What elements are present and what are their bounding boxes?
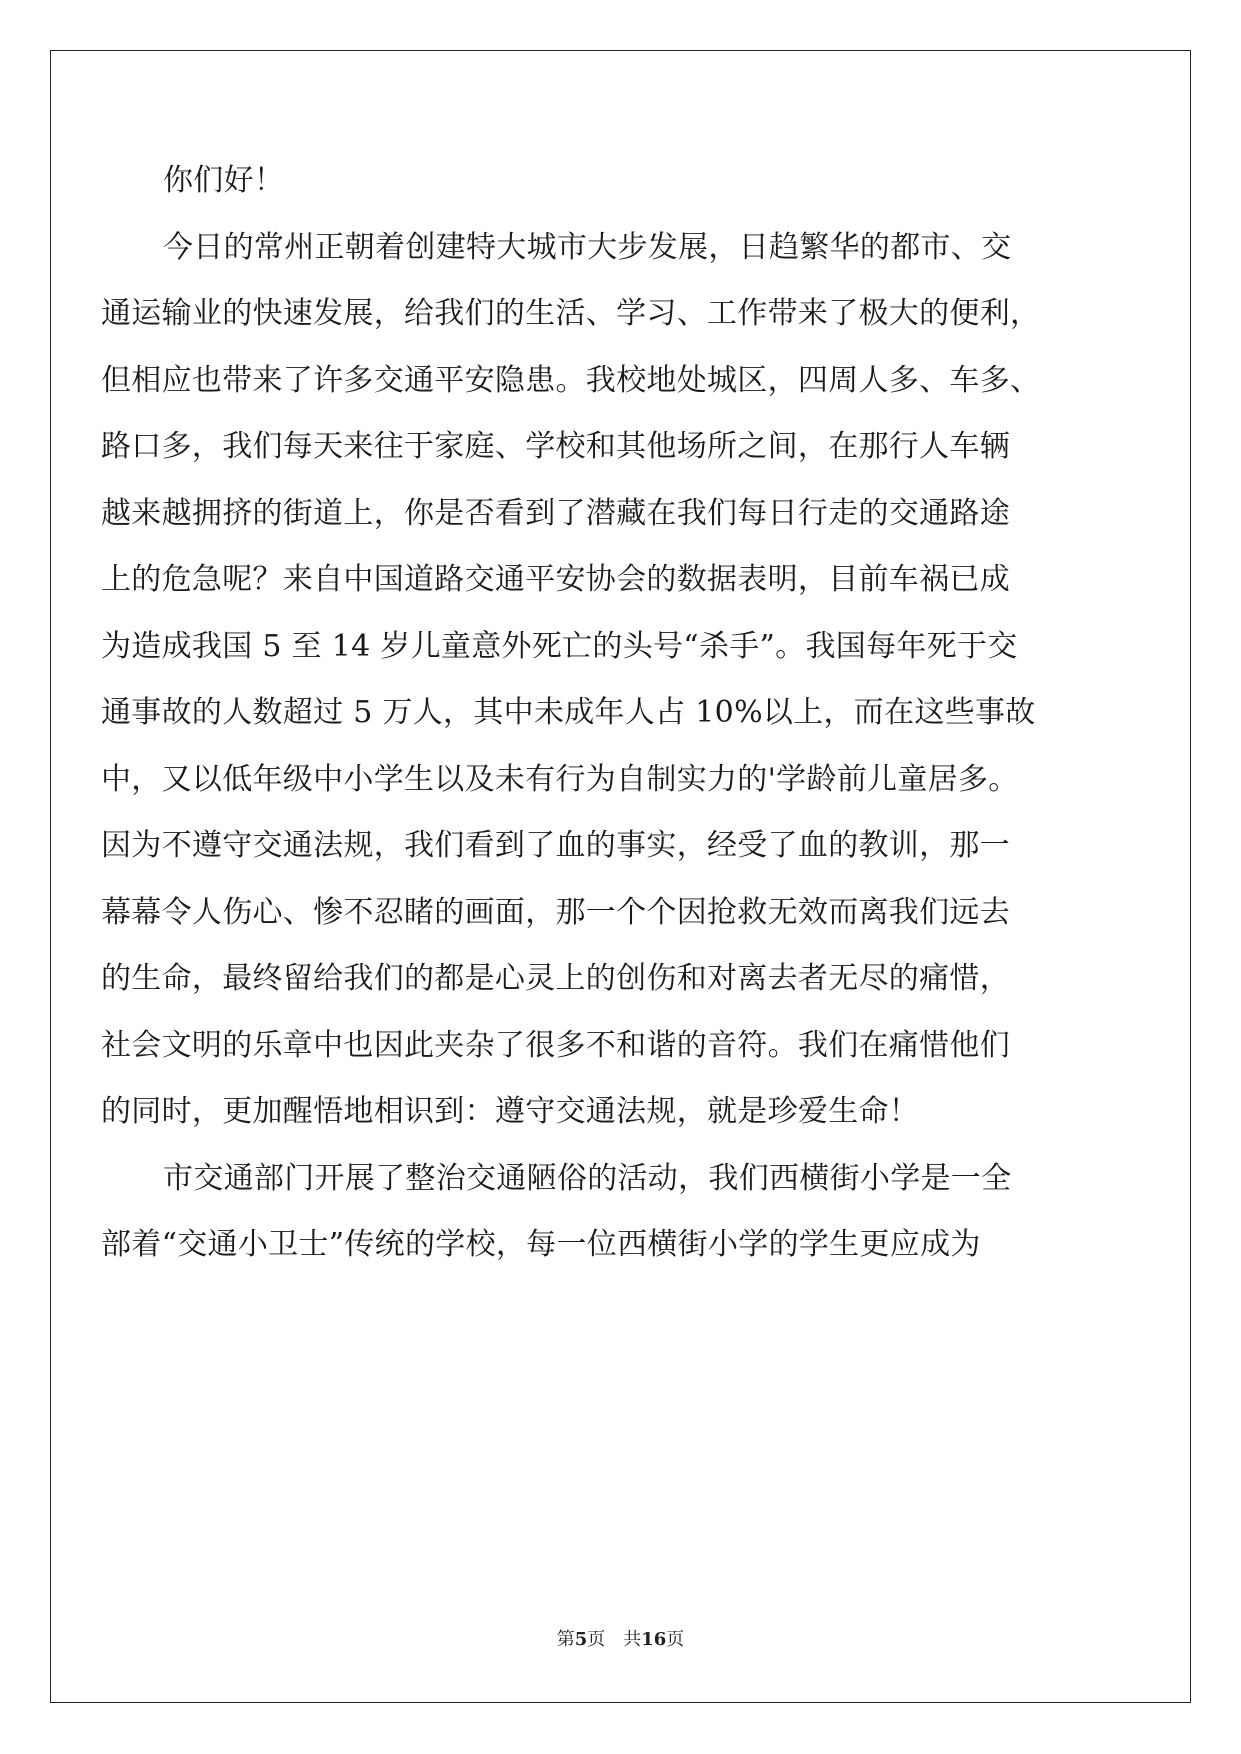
page-footer <box>0 1625 1241 1651</box>
current-page-number: 5 <box>574 1629 588 1650</box>
text-line: 上的危急呢？来自中国道路交通平安协会的数据表明，目前车祸已成 <box>101 562 1010 597</box>
text-line: 路口多，我们每天来往于家庭、学校和其他场所之间，在那行人车辆 <box>101 429 1010 464</box>
text-line: 中，又以低年级中小学生以及未有行为自制实力的'学龄前儿童居多。 <box>101 761 1019 797</box>
text-line: 的同时，更加醒悟地相识到：遵守交通法规，就是珍爱生命！ <box>101 1094 920 1129</box>
total-pages-number: 16 <box>641 1629 667 1650</box>
footer-prefix: 第 <box>556 1629 575 1650</box>
text-line: 今日的常州正朝着创建特大城市大步发展，日趋繁华的都市、交 <box>163 229 1012 265</box>
text-line: 市交通部门开展了整治交通陋俗的活动，我们西横街小学是一全 <box>163 1160 1012 1196</box>
footer-total-suffix: 页 <box>666 1629 685 1650</box>
text-line: 越来越拥挤的街道上，你是否看到了潜藏在我们每日行走的交通路途 <box>101 495 1010 531</box>
text-line: 幕幕令人伤心、惨不忍睹的画面，那一个个因抢救无效而离我们远去 <box>101 894 1010 930</box>
text-line: 通运输业的快速发展，给我们的生活、学习、工作带来了极大的便利， <box>101 296 1041 331</box>
footer-total-prefix: 共 <box>623 1629 642 1650</box>
text-line: 部着“交通小卫士”传统的学校，每一位西横街小学的学生更应成为 <box>101 1227 981 1262</box>
footer-page-word: 页 <box>587 1629 606 1650</box>
text-line: 通事故的人数超过 5 万人，其中未成年人占 10%以上，而在这些事故 <box>101 695 1036 730</box>
text-line: 社会文明的乐章中也因此夹杂了很多不和谐的音符。我们在痛惜他们 <box>101 1027 1010 1063</box>
text-line: 为造成我国 5 至 14 岁儿童意外死亡的头号“杀手”。我国每年死于交 <box>101 628 1018 664</box>
text-line: 你们好！ <box>163 163 285 198</box>
document-body <box>101 148 1051 1279</box>
text-line: 但相应也带来了许多交通平安隐患。我校地处城区，四周人多、车多、 <box>101 362 1041 398</box>
text-line: 的生命，最终留给我们的都是心灵上的创伤和对离去者无尽的痛惜， <box>101 961 1010 996</box>
text-line: 因为不遵守交通法规，我们看到了血的事实，经受了血的教训，那一 <box>101 828 1010 863</box>
